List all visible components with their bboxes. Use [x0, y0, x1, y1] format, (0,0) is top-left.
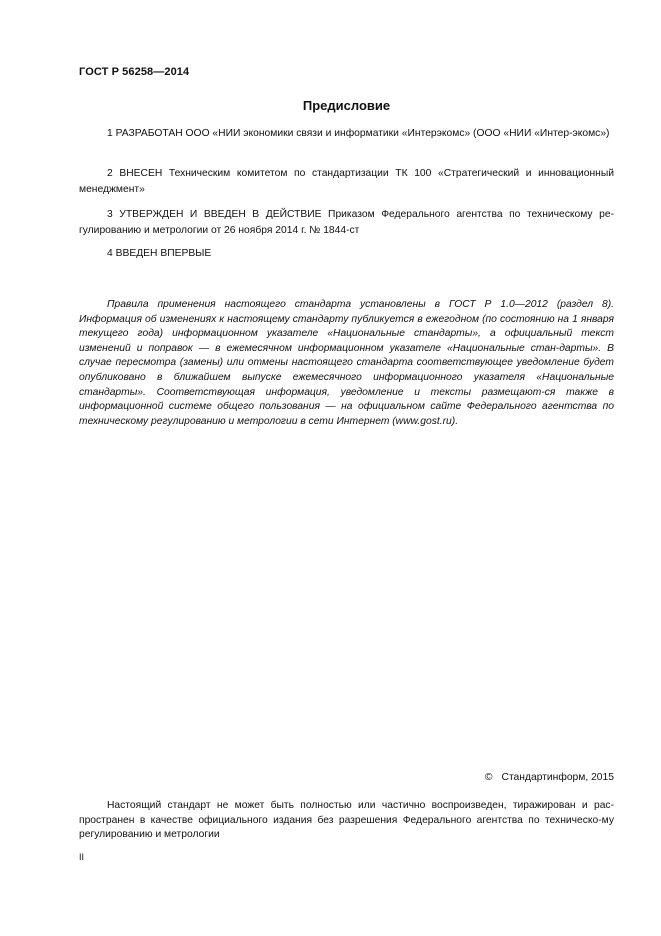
page-number: II [79, 852, 85, 862]
reproduction-notice: Настоящий стандарт не может быть полностью или частично воспроизведен, тиражирован и рас-пространен в качестве официального издания без разрешения Федерального агентства по техническо-му регулированию и метрологии [79, 800, 614, 841]
copyright-symbol: © [484, 772, 493, 783]
application-rules-note: Правила применения настоящего стандарта установлены в ГОСТ Р 1.0—2012 (раздел 8). Информация об изменениях к настоящему стандарту публикуется в ежегодном (по состоянию на 1 января текущего года) информационном указателе «Национальные стандарты», а официальный текст изменений и поправок — в ежемесячном информационном указателе «Национальные стан-дарты». В случае пересмотра (замены) или отмены настоящего стандарта соответствующее уведомление будет опубликовано в ближайшем выпуске ежемесячного информационного указателя «Национальные стандарты». Соответствующая информация, уведомление и тексты размещают-ся также в информационной системе общего пользования — на официальном сайте Федерального агентства по техническому регулированию и метрологии в сети Интернет (www.gost.ru). [79, 299, 614, 427]
copyright-text: Стандартинформ, 2015 [501, 772, 614, 783]
section-title: Предисловие [302, 98, 391, 113]
standard-code: ГОСТ Р 56258—2014 [79, 66, 190, 78]
foreword-item-4: 4 ВВЕДЕН ВПЕРВЫЕ [107, 248, 212, 259]
foreword-item-3: 3 УТВЕРЖДЕН И ВВЕДЕН В ДЕЙСТВИЕ Приказом Федерального агентства по техническому ре-гулированию и метрологии от 26 ноября 2014 г. № 1844-ст [79, 209, 614, 236]
foreword-item-2: 2 ВНЕСЕН Техническим комитетом по стандартизации ТК 100 «Стратегический и инновационный менеджмент» [79, 168, 614, 195]
foreword-item-1: 1 РАЗРАБОТАН ООО «НИИ экономики связи и информатики «Интерэкомс» (ООО «НИИ «Интер-экомс») [107, 128, 610, 139]
copyright-line [485, 772, 614, 783]
